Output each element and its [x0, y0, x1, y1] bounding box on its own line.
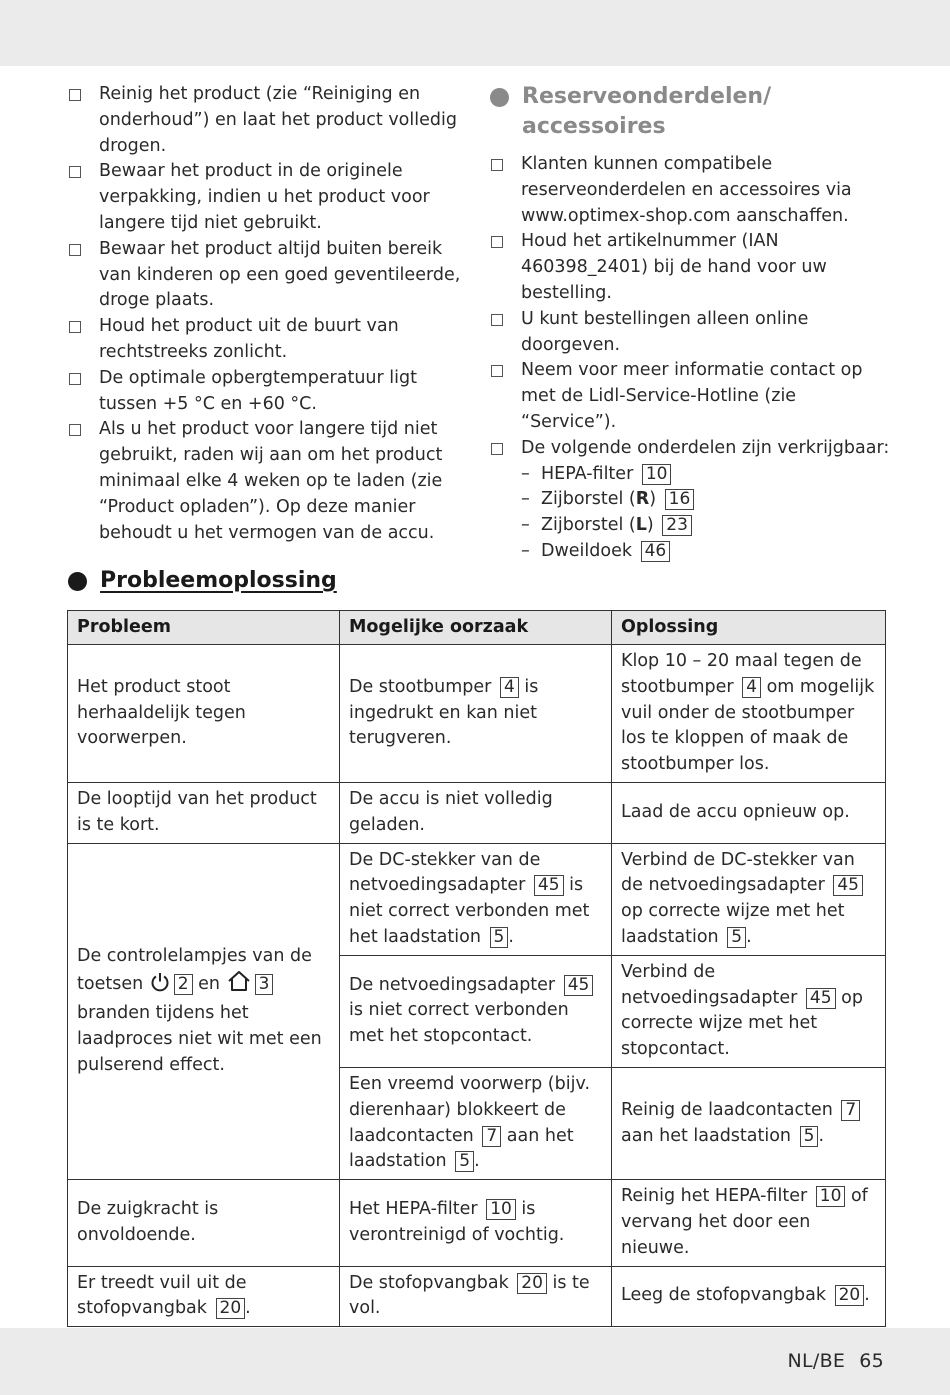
checkbox-bullet-icon — [69, 166, 81, 178]
part-reference: 16 — [665, 489, 695, 510]
cause-cell: De stootbumper 4 is ingedrukt en kan niet terugveren. — [340, 645, 612, 783]
table-row — [68, 645, 886, 783]
solution-cell: Verbind de DC-stekker van de netvoedingsadapter 45 op correcte wijze met het laadstation 5 . — [612, 843, 886, 955]
locale-label: NL/BE — [787, 1350, 846, 1372]
storage-list — [68, 82, 463, 546]
part-reference: 46 — [641, 541, 671, 562]
solution-cell: Laad de accu opnieuw op. — [612, 782, 886, 843]
list-item: De volgende onderdelen zijn verkrijgbaar: – HEPA-filter 10 – Zijborstel (R) 16 – Zijborstel (L) 23 – Dweildoek 46 — [490, 436, 890, 565]
storage-instructions — [68, 82, 463, 546]
part-item: – HEPA-filter 10 — [521, 462, 890, 488]
list-item: Houd het artikelnummer (IAN 460398_2401) bij de hand voor uw bestelling. — [490, 229, 890, 306]
part-reference: 5 — [490, 927, 509, 948]
header-band — [0, 0, 950, 66]
solution-cell: Leeg de stofopvangbak 20 . — [612, 1266, 886, 1327]
list-item: De optimale opbergtemperatuur ligt tussen +5 °C en +60 °C. — [68, 366, 463, 418]
spare-parts-heading — [490, 82, 890, 142]
problem-cell: De controlelampjes van de toetsen 2 en 3 branden tijdens het laadproces niet wit met een pulserend effect. — [68, 843, 340, 1180]
problem-cell: De zuigkracht is onvoldoende. — [68, 1180, 340, 1266]
list-item: Als u het product voor langere tijd niet gebruikt, raden wij aan om het product minimaal elke 4 weken op te laden (zie “Product opladen”). Op deze manier behoudt u het vermogen van de accu. — [68, 417, 463, 546]
part-reference: 5 — [455, 1151, 474, 1172]
part-reference: 45 — [534, 875, 564, 896]
list-item: Klanten kunnen compatibele reserveonderdelen en accessoires via www.optimex-shop.com aanschaffen. — [490, 152, 890, 229]
checkbox-bullet-icon — [491, 236, 503, 248]
part-reference: 7 — [482, 1126, 501, 1147]
section-title: Probleemoplossing — [100, 568, 337, 593]
checkbox-bullet-icon — [491, 159, 503, 171]
parts-list — [521, 462, 890, 565]
cause-cell: De DC-stekker van de netvoedingsadapter 45 is niet correct verbonden met het laadstation 5 . — [340, 843, 612, 955]
checkbox-bullet-icon — [69, 321, 81, 333]
table-header-row — [68, 611, 886, 645]
list-item: Bewaar het product altijd buiten bereik van kinderen op een goed geventileerde, droge plaats. — [68, 237, 463, 314]
part-reference: 20 — [216, 1298, 246, 1319]
checkbox-bullet-icon — [69, 89, 81, 101]
part-reference: 23 — [662, 515, 692, 536]
solution-cell: Klop 10 – 20 maal tegen de stootbumper 4 om mogelijk vuil onder de stootbumper los te kloppen of maak de stootbumper los. — [612, 645, 886, 783]
part-reference: 45 — [806, 988, 836, 1009]
part-reference: 5 — [727, 927, 746, 948]
spare-parts-list — [490, 152, 890, 565]
part-reference: 2 — [174, 974, 193, 995]
part-reference: 10 — [642, 464, 672, 485]
home-icon — [227, 970, 251, 1001]
column-header: Oplossing — [612, 611, 886, 645]
part-reference: 3 — [255, 974, 274, 995]
checkbox-bullet-icon — [69, 373, 81, 385]
part-reference: 5 — [800, 1126, 819, 1147]
checkbox-bullet-icon — [491, 365, 503, 377]
table-row — [68, 843, 886, 955]
cause-cell: Een vreemd voorwerp (bijv. dierenhaar) blokkeert de laadcontacten 7 aan het laadstation 5 . — [340, 1067, 612, 1179]
section-bullet-icon — [68, 572, 87, 591]
part-reference: 45 — [564, 975, 594, 996]
part-reference: 45 — [833, 875, 863, 896]
problem-cell: Er treedt vuil uit de stofopvangbak 20 . — [68, 1266, 340, 1327]
page-footer — [787, 1350, 884, 1372]
page-number: 65 — [859, 1350, 884, 1372]
part-item: – Dweildoek 46 — [521, 539, 890, 565]
checkbox-bullet-icon — [491, 443, 503, 455]
list-item: U kunt bestellingen alleen online doorgeven. — [490, 307, 890, 359]
table-row — [68, 782, 886, 843]
column-header: Probleem — [68, 611, 340, 645]
troubleshooting-table — [67, 610, 886, 1327]
part-reference: 20 — [517, 1273, 547, 1294]
checkbox-bullet-icon — [69, 244, 81, 256]
part-reference: 20 — [835, 1285, 865, 1306]
cause-cell: De accu is niet volledig geladen. — [340, 782, 612, 843]
part-item: – Zijborstel (R) 16 — [521, 487, 890, 513]
checkbox-bullet-icon — [69, 424, 81, 436]
problem-cell: Het product stoot herhaaldelijk tegen voorwerpen. — [68, 645, 340, 783]
table-row — [68, 1180, 886, 1266]
checkbox-bullet-icon — [491, 314, 503, 326]
column-header: Mogelijke oorzaak — [340, 611, 612, 645]
table-row — [68, 1266, 886, 1327]
solution-cell: Reinig het HEPA-filter 10 of vervang het door een nieuwe. — [612, 1180, 886, 1266]
part-reference: 4 — [742, 677, 761, 698]
cause-cell: Het HEPA-filter 10 is verontreinigd of vochtig. — [340, 1180, 612, 1266]
troubleshooting-heading — [68, 566, 337, 596]
part-reference: 4 — [500, 677, 519, 698]
list-item: Neem voor meer informatie contact op met de Lidl-Service-Hotline (zie “Service”). — [490, 358, 890, 435]
section-bullet-icon — [490, 88, 509, 107]
part-reference: 7 — [841, 1100, 860, 1121]
part-reference: 10 — [816, 1186, 846, 1207]
solution-cell: Verbind de netvoedingsadapter 45 op correcte wijze met het stopcontact. — [612, 955, 886, 1067]
list-item: Houd het product uit de buurt van rechtstreeks zonlicht. — [68, 314, 463, 366]
part-reference: 10 — [486, 1199, 516, 1220]
troubleshooting-section — [68, 566, 337, 606]
power-icon — [150, 972, 170, 1001]
problem-cell: De looptijd van het product is te kort. — [68, 782, 340, 843]
solution-cell: Reinig de laadcontacten 7 aan het laadstation 5 . — [612, 1067, 886, 1179]
cause-cell: De netvoedingsadapter 45 is niet correct verbonden met het stopcontact. — [340, 955, 612, 1067]
cause-cell: De stofopvangbak 20 is te vol. — [340, 1266, 612, 1327]
list-item: Bewaar het product in de originele verpakking, indien u het product voor langere tijd niet gebruikt. — [68, 159, 463, 236]
part-item: – Zijborstel (L) 23 — [521, 513, 890, 539]
spare-parts-section — [490, 82, 890, 565]
section-title: Reserveonderdelen/ accessoires — [522, 84, 772, 139]
list-item: Reinig het product (zie “Reiniging en onderhoud”) en laat het product volledig drogen. — [68, 82, 463, 159]
